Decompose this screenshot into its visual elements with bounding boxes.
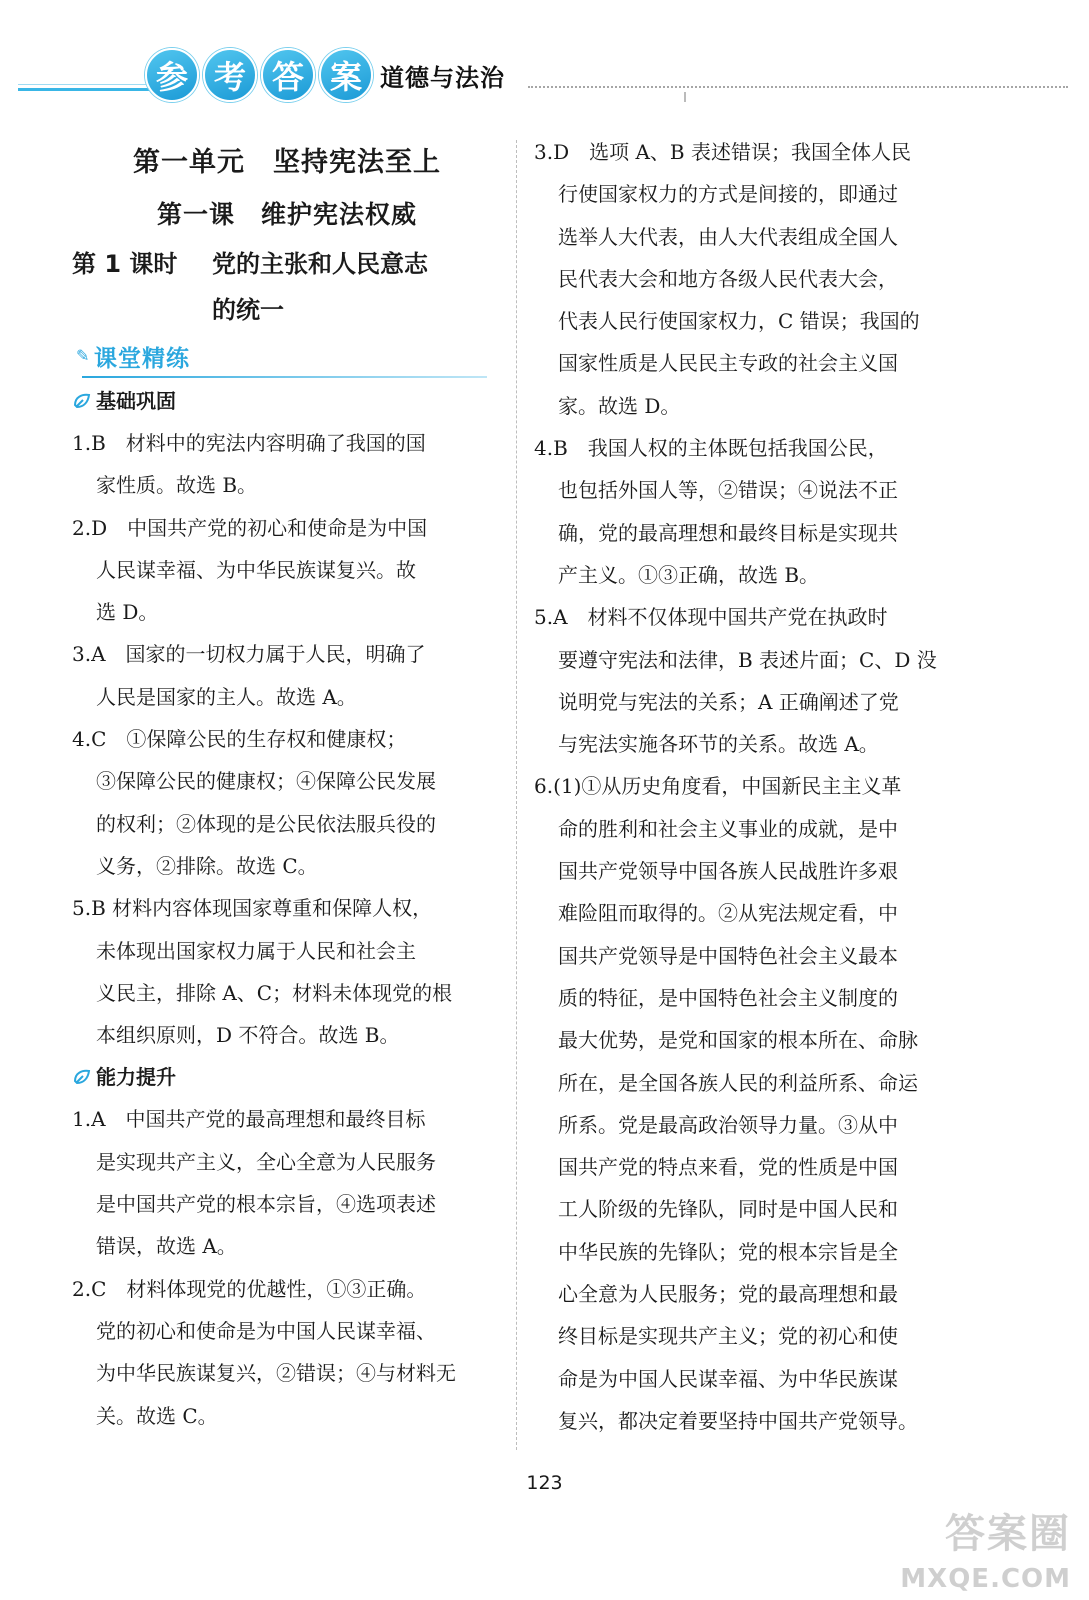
answer-line: 4.C ①保障公民的生存权和健康权； — [72, 727, 407, 752]
answer-line: 国共产党领导是中国特色社会主义最本 — [558, 943, 898, 968]
answer-line: 命的胜利和社会主义事业的成就，是中 — [558, 816, 898, 841]
answer-line: 与宪法实施各环节的关系。故选 A。 — [558, 732, 879, 757]
answer-line: 5.B 材料内容体现国家尊重和保障人权， — [72, 896, 433, 921]
answer-line: 终目标是实现共产主义；党的初心和使 — [558, 1324, 898, 1349]
answer-line: 家。故选 D。 — [558, 393, 681, 418]
answer-badges — [145, 48, 373, 102]
watermark-top: 答案圈 — [945, 1511, 1071, 1557]
answer-line: 要遵守宪法和法律，B 表述片面；C、D 没 — [558, 647, 937, 672]
answer-line: 1.A 中国共产党的最高理想和最终目标 — [72, 1107, 426, 1132]
answer-line: 难险阻而取得的。②从宪法规定看，中 — [558, 901, 898, 926]
badge-3: 答 — [261, 48, 315, 102]
answer-line: 4.B 我国人权的主体既包括我国公民， — [534, 436, 888, 461]
period-label: 第 1 课时 — [72, 250, 178, 278]
answer-line: 最大优势，是党和国家的根本所在、命脉 — [558, 1028, 918, 1053]
answer-line: 党的初心和使命是为中国人民谋幸福、 — [96, 1318, 436, 1343]
answer-line: 2.D 中国共产党的初心和使命是为中国 — [72, 515, 428, 540]
answer-line: 3.A 国家的一切权力属于人民，明确了 — [72, 642, 426, 667]
subheading-basic-label: 基础巩固 — [96, 389, 176, 413]
answer-line: 本组织原则，D 不符合。故选 B。 — [96, 1023, 400, 1048]
answer-line: 中华民族的先锋队；党的根本宗旨是全 — [558, 1239, 898, 1264]
right-column — [534, 130, 966, 1442]
badge-4: 案 — [319, 48, 373, 102]
page-header — [0, 0, 1089, 120]
section-underline — [82, 376, 487, 378]
answer-line: 所在，是全国各族人民的利益所系、命运 — [558, 1070, 918, 1095]
section-header — [72, 340, 502, 380]
header-tick — [684, 92, 686, 102]
watermark-logo — [901, 1502, 1071, 1594]
answer-line: 关。故选 C。 — [96, 1403, 218, 1428]
section-title: 课堂精练 — [94, 346, 190, 372]
leaf-icon — [72, 1067, 92, 1087]
answer-line: 的权利；②体现的是公民依法服兵役的 — [96, 811, 436, 836]
answer-line: 义务，②排除。故选 C。 — [96, 853, 318, 878]
section-mark-icon: ✎ — [76, 346, 90, 365]
answer-line: 国共产党领导中国各族人民战胜许多艰 — [558, 859, 898, 884]
answer-line: 工人阶级的先锋队，同时是中国人民和 — [558, 1197, 898, 1222]
left-column — [72, 130, 502, 1437]
column-divider — [516, 140, 517, 1450]
unit-title: 第一单元 坚持宪法至上 — [133, 147, 441, 178]
answer-line: ③保障公民的健康权；④保障公民发展 — [96, 769, 436, 794]
answer-line: 质的特征，是中国特色社会主义制度的 — [558, 985, 898, 1010]
answer-line: 为中华民族谋复兴，②错误；④与材料无 — [96, 1361, 456, 1386]
answer-line: 6.(1)①从历史角度看，中国新民主主义革 — [534, 774, 902, 799]
answer-line: 所系。党是最高政治领导力量。③从中 — [558, 1112, 898, 1137]
period-title-line-2: 的统一 — [212, 296, 284, 324]
lesson-title: 第一课 维护宪法权威 — [156, 200, 417, 229]
answer-line: 复兴，都决定着要坚持中国共产党领导。 — [558, 1408, 918, 1433]
watermark-bottom: MXQE.COM — [900, 1564, 1071, 1594]
answer-line: 人民谋幸福、为中华民族谋复兴。故 — [96, 557, 416, 582]
answers-advanced — [72, 1098, 502, 1436]
header-dotted-rule — [528, 86, 1068, 88]
badge-2: 考 — [203, 48, 257, 102]
subheading-advanced — [72, 1056, 502, 1098]
answer-line: 也包括外国人等，②错误；④说法不正 — [558, 478, 898, 503]
answer-line: 选举人大代表，由人大代表组成全国人 — [558, 224, 898, 249]
answer-line: 行使国家权力的方式是间接的，即通过 — [558, 182, 898, 207]
answer-line: 选 D。 — [96, 600, 159, 625]
answer-line: 国家性质是人民民主专政的社会主义国 — [558, 351, 898, 376]
badge-1: 参 — [145, 48, 199, 102]
answer-line: 3.D 选项 A、B 表述错误；我国全体人民 — [534, 140, 911, 164]
answer-line: 是实现共产主义，全心全意为人民服务 — [96, 1149, 436, 1174]
answer-line: 未体现出国家权力属于人民和社会主 — [96, 938, 416, 963]
answer-line: 产主义。①③正确，故选 B。 — [558, 562, 820, 587]
answer-line: 错误，故选 A。 — [96, 1234, 237, 1259]
answer-line: 1.B 材料中的宪法内容明确了我国的国 — [72, 431, 426, 455]
answer-line: 国共产党的特点来看，党的性质是中国 — [558, 1155, 898, 1180]
subject-title: 道德与法治 — [380, 64, 505, 92]
answer-line: 确，党的最高理想和最终目标是实现共 — [558, 520, 898, 545]
subheading-basic — [72, 380, 502, 422]
answer-line: 家性质。故选 B。 — [96, 473, 258, 498]
answer-line: 民代表大会和地方各级人民代表大会， — [558, 266, 898, 291]
header-accent-bar — [18, 88, 153, 91]
header-accent-line — [18, 84, 153, 85]
answers-basic — [72, 422, 502, 1056]
answer-line: 义民主，排除 A、C；材料未体现党的根 — [96, 980, 453, 1005]
answer-line: 心全意为人民服务；党的最高理想和最 — [558, 1282, 898, 1307]
answer-line: 命是为中国人民谋幸福、为中华民族谋 — [558, 1366, 898, 1391]
answer-line: 代表人民行使国家权力，C 错误；我国的 — [558, 309, 920, 334]
answer-line: 说明党与宪法的关系；A 正确阐述了党 — [558, 689, 899, 714]
answer-line: 5.A 材料不仅体现中国共产党在执政时 — [534, 605, 888, 630]
subheading-advanced-label: 能力提升 — [96, 1065, 176, 1090]
answer-line: 是中国共产党的根本宗旨，④选项表述 — [96, 1192, 436, 1217]
answers-right — [534, 131, 966, 1442]
period-title-line-1: 党的主张和人民意志 — [212, 250, 428, 278]
answer-line: 2.C 材料体现党的优越性，①③正确。 — [72, 1276, 427, 1301]
period-heading — [72, 244, 502, 336]
page-number: 123 — [526, 1472, 563, 1494]
answer-line: 人民是国家的主人。故选 A。 — [96, 684, 357, 709]
leaf-icon — [72, 391, 92, 411]
